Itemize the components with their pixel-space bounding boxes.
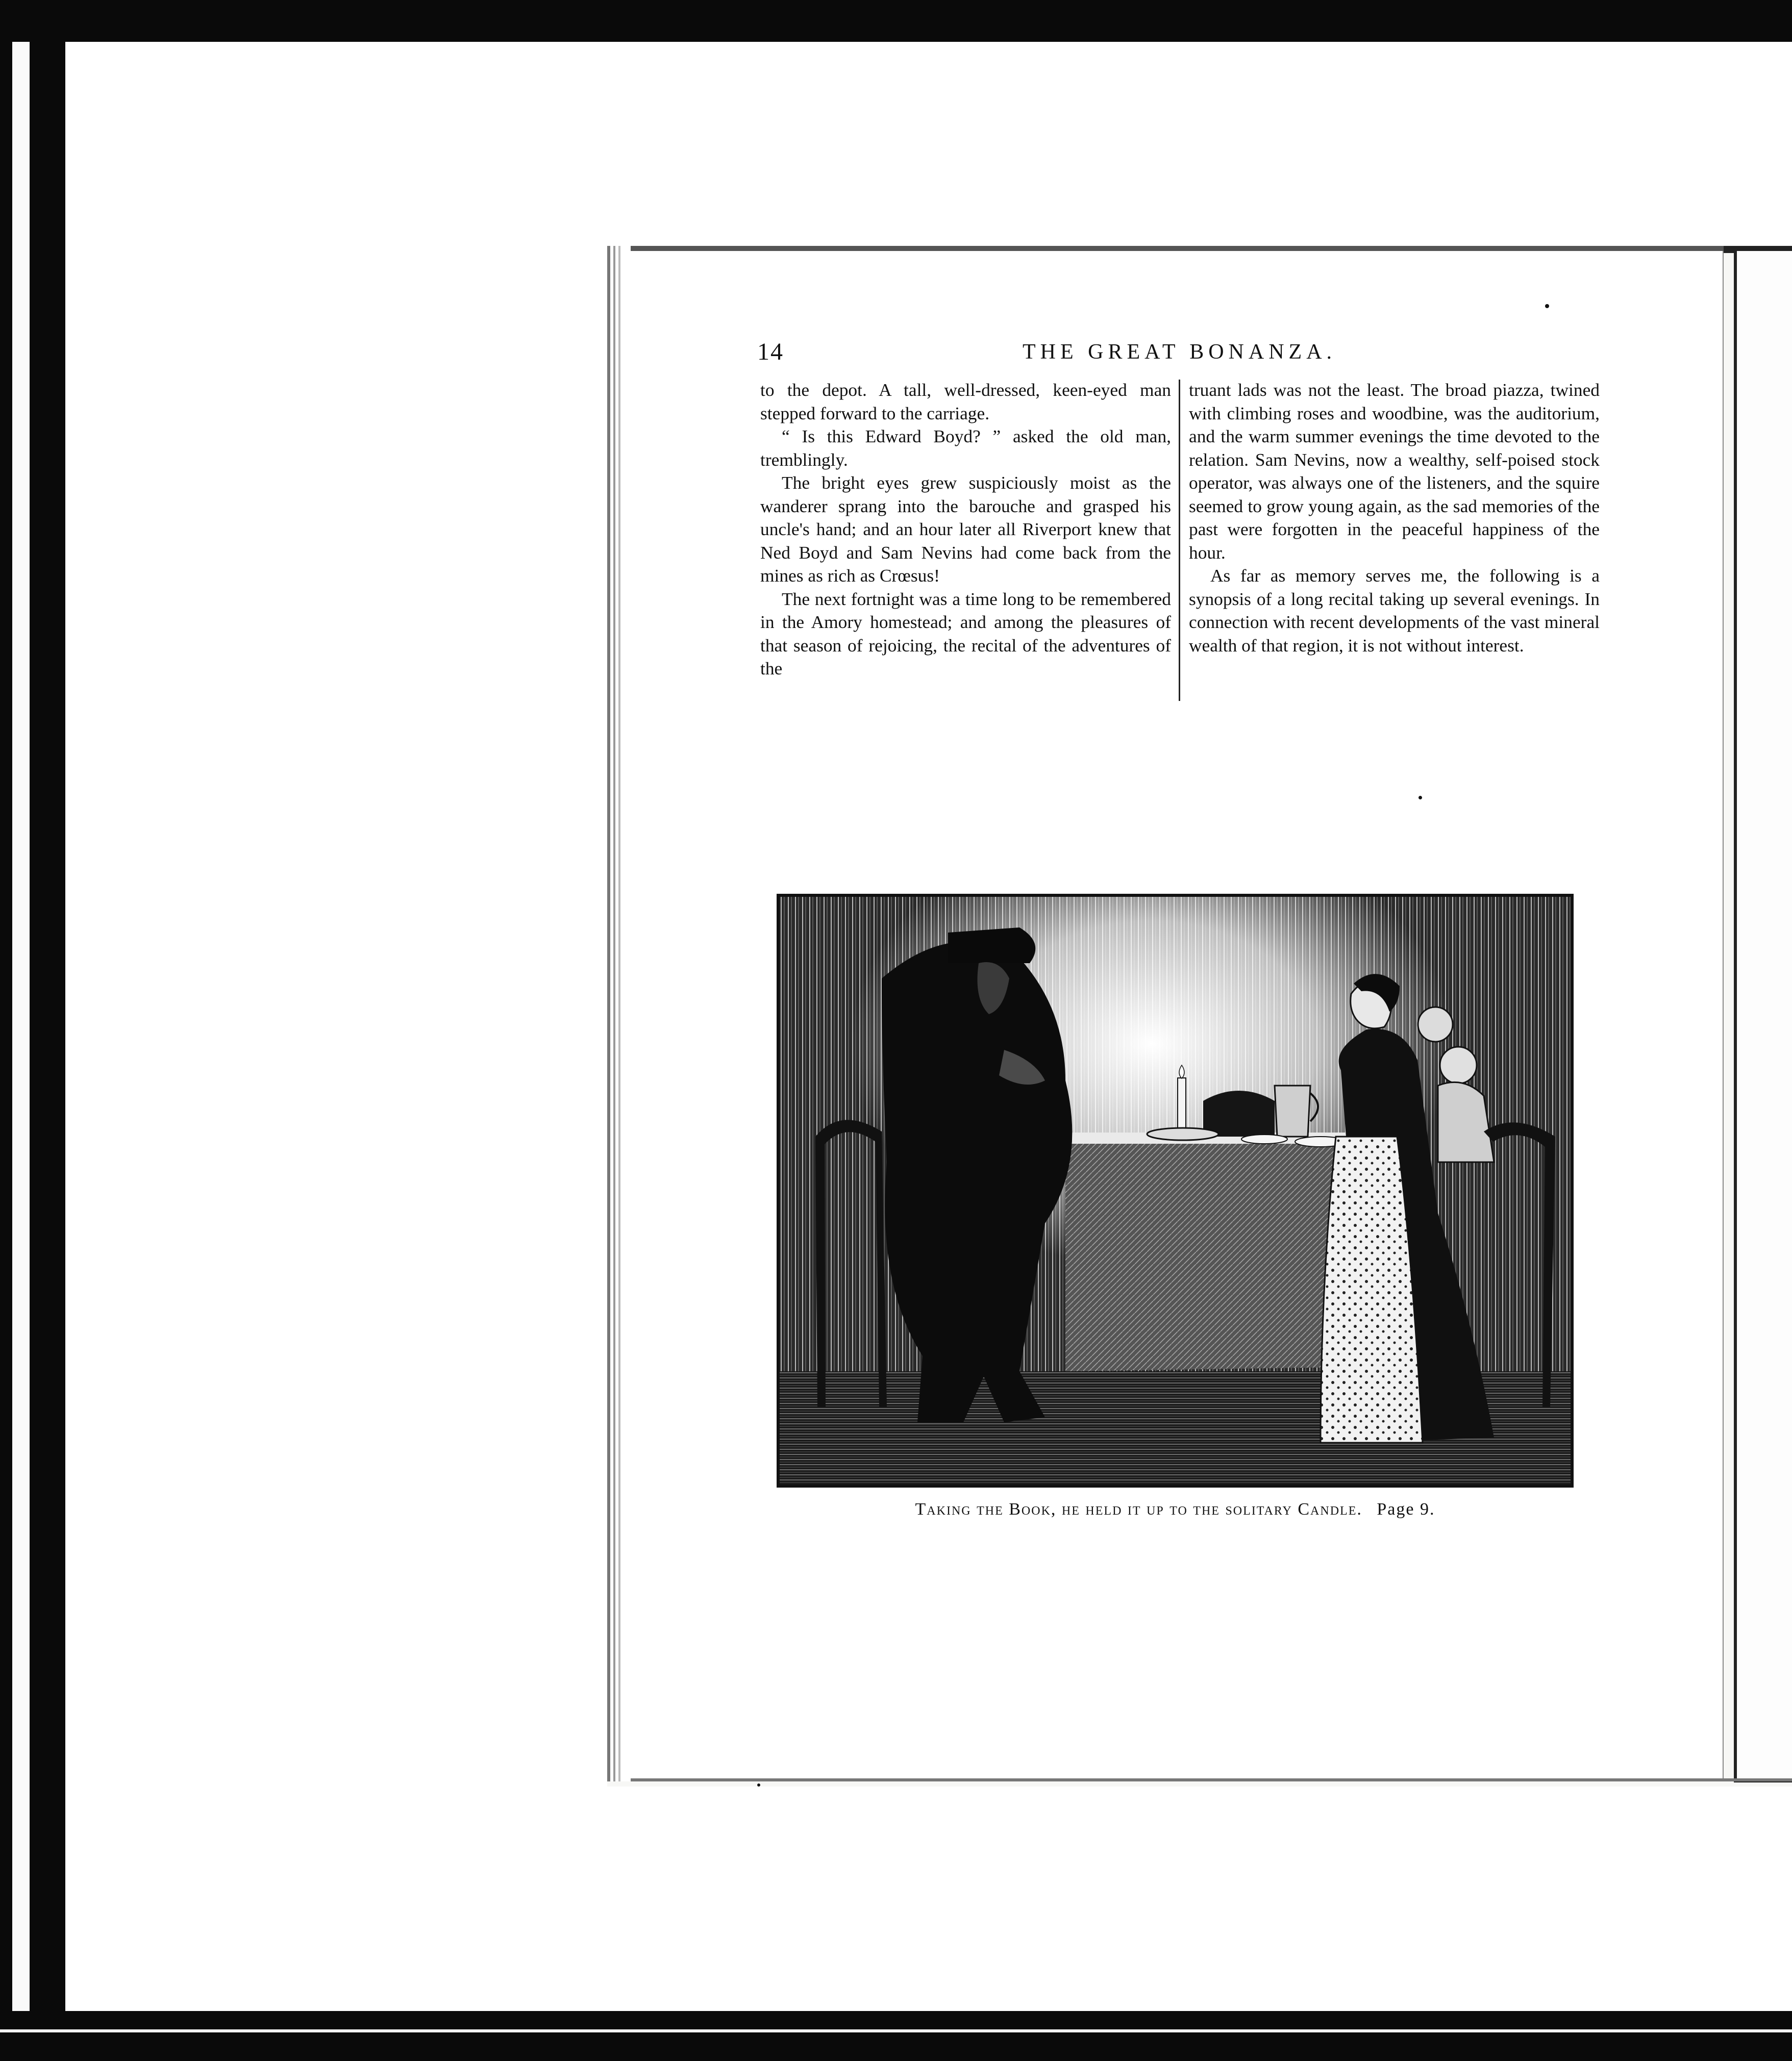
page-number: 14 xyxy=(757,338,784,365)
page-header xyxy=(757,338,1602,368)
paragraph: truant lads was not the least. The broad piazza, twined with climbing roses and woodbine, was the auditorium, and the warm summer evenings the time devoted to the relation. Sam Nevins, now a wealthy, self-poised stock operator, was always one of the listeners, and the squire seemed to grow young again, as the sad memories of the past were forgotten in the peaceful happiness of the hour. xyxy=(1189,380,1600,563)
scan-border-bottom xyxy=(0,2011,1792,2061)
print-speck xyxy=(757,1783,760,1787)
text-column-right xyxy=(1189,379,1600,657)
scan-border-inner xyxy=(30,42,65,2011)
print-speck xyxy=(1545,304,1549,308)
column-rule xyxy=(1179,380,1180,701)
scan-border-bottom-line xyxy=(0,2029,1792,2032)
scan-border-left xyxy=(0,0,12,2061)
print-speck xyxy=(1418,796,1422,799)
scan-border-top xyxy=(0,0,1792,42)
caption-text: Taking the Book, he held it up to the solitary Candle. xyxy=(915,1500,1362,1519)
paragraph: The next fortnight was a time long to be remembered in the Amory homestead; and among the pleasures of that season of rejoicing, the recital of the adventures of the xyxy=(760,588,1171,678)
paragraph: to the depot. A tall, well-dressed, keen-eyed man stepped forward to the carriage. xyxy=(760,380,1171,423)
paragraph: “ Is this Edward Boyd? ” asked the old man, tremblingly. xyxy=(760,426,1171,470)
paragraph: The bright eyes grew suspiciously moist as the wanderer sprang into the barouche and grasped his uncle's hand; and an hour later all Riverport knew that Ned Boyd and Sam Nevins had come back from the mines as rich as Crœsus! xyxy=(760,472,1171,586)
engraving-illustration xyxy=(777,894,1574,1488)
book-page-edges xyxy=(607,246,631,1781)
page-bottom-edge xyxy=(631,1778,1792,1781)
text-column-left xyxy=(760,379,1171,681)
scan-border-gap xyxy=(12,42,30,2011)
illustration-caption xyxy=(777,1500,1574,1519)
next-page xyxy=(1734,251,1792,1781)
running-title: THE GREAT BONANZA. xyxy=(1023,340,1337,364)
paragraph: As far as memory serves me, the following is a synopsis of a long recital taking up several evenings. In connection with recent developments of the vast mineral wealth of that region, it is not without interest. xyxy=(1189,565,1600,656)
caption-page-ref: Page 9. xyxy=(1377,1500,1435,1519)
engraving-scene xyxy=(780,897,1571,1485)
